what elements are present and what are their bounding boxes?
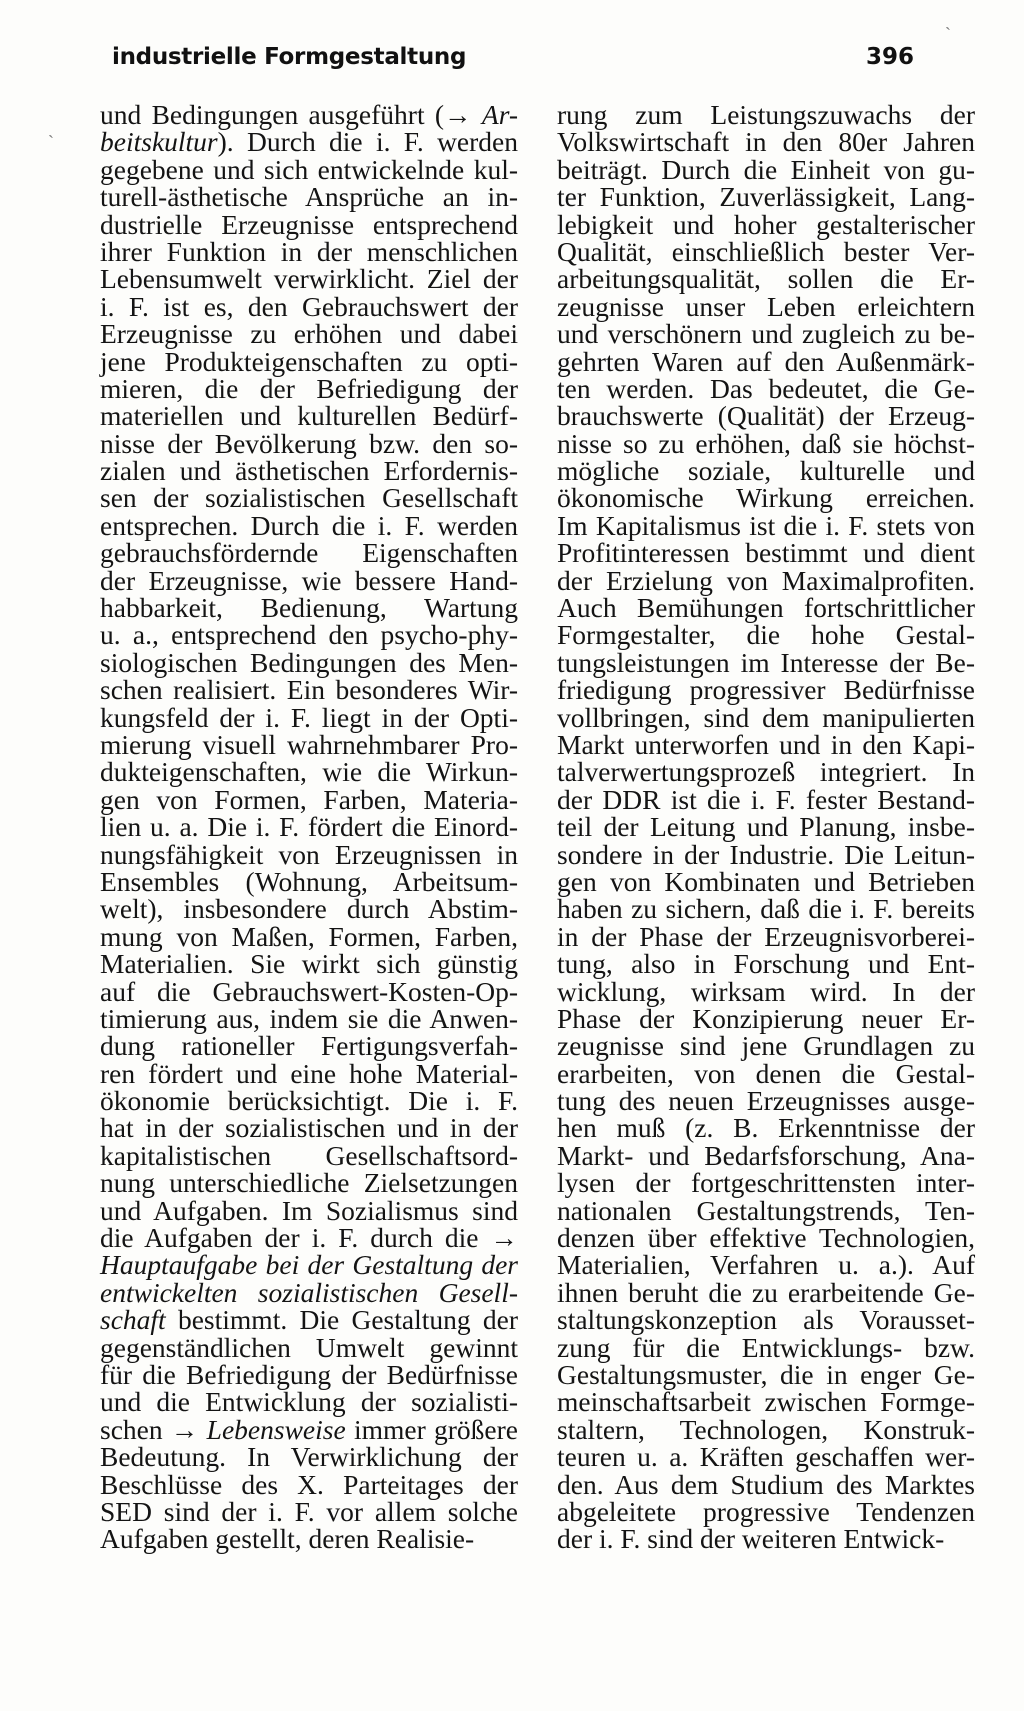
text-line [100, 701, 518, 733]
text-segment: schaft [100, 1304, 166, 1336]
text-segment: gehrten Waren auf den Außenmärk- [557, 345, 975, 377]
text-line [557, 1441, 975, 1473]
text-segment: gen von Formen, Farben, Materia- [100, 783, 518, 815]
text-segment: ihrer Funktion in der menschlichen [100, 235, 518, 267]
text-line [100, 181, 518, 213]
text-line [100, 1413, 518, 1445]
text-line [100, 1167, 518, 1199]
text-line [100, 646, 518, 678]
text-column-left [100, 101, 518, 1553]
text-segment: entwickelten sozialistischen Gesell- [100, 1276, 518, 1308]
text-line [100, 101, 518, 128]
text-line [100, 592, 518, 624]
text-line [557, 1167, 975, 1199]
text-segment: den. Aus dem Studium des Marktes [557, 1468, 975, 1500]
text-segment: Materialien, Verfahren u. a.). Auf [557, 1249, 975, 1281]
text-segment: arbeitungsqualität, sollen die Er- [557, 263, 975, 295]
text-segment: friedigung progressiver Bedürfnisse [557, 674, 975, 706]
text-segment: talverwertungsprozeß integriert. In [557, 756, 975, 788]
text-line [557, 619, 975, 651]
text-line [557, 920, 975, 952]
text-line [557, 674, 975, 706]
text-segment: Ar- [481, 99, 518, 130]
text-segment: gegebene und sich entwickelnde kul- [100, 153, 518, 185]
text-segment: Qualität, einschließlich bester Ver- [557, 235, 975, 267]
text-line [100, 427, 518, 459]
text-segment: kapitalistischen Gesellschaftsord- [100, 1139, 518, 1171]
text-segment: nung unterschiedliche Zielsetzungen [100, 1167, 518, 1199]
text-line [100, 1331, 518, 1363]
text-segment: mieren, die der Befriedigung der [100, 372, 518, 404]
text-line [557, 1030, 975, 1062]
text-segment: und Aufgaben. Im Sozialismus sind [100, 1194, 518, 1226]
text-segment: rung zum Leistungszuwachs der [557, 99, 975, 130]
text-segment: Erzeugnisse zu erhöhen und dabei [100, 318, 518, 350]
text-line [100, 1002, 518, 1034]
text-segment: beitskultur [100, 126, 218, 158]
scan-mark: ˏ [945, 10, 951, 30]
text-segment: teil der Leitung und Planung, insbe- [557, 811, 975, 843]
text-segment: staltern, Technologen, Konstruk- [557, 1413, 975, 1445]
text-line [100, 1276, 518, 1308]
text-segment: erarbeiten, von denen die Gestal- [557, 1057, 975, 1089]
text-line [557, 482, 975, 514]
text-segment: SED sind der i. F. vor allem solche [100, 1495, 518, 1527]
text-line [100, 674, 518, 706]
text-segment: Profitinteressen bestimmt und dient [557, 537, 975, 569]
text-segment: der Erzielung von Maximalprofiten. [557, 564, 975, 596]
text-segment: der i. F. sind der weiteren Entwick- [557, 1523, 945, 1555]
text-segment: u. a., entsprechend den psycho-phy- [100, 619, 518, 651]
text-segment: Ensembles (Wohnung, Arbeitsum- [100, 865, 518, 897]
text-segment: dukteigenschaften, wie die Wirkun- [100, 756, 518, 788]
text-line [557, 646, 975, 678]
text-segment: auf die Gebrauchswert-Kosten-Op- [100, 975, 518, 1007]
text-segment: Markt- und Bedarfsforschung, Ana- [557, 1139, 975, 1171]
text-segment: nisse so zu erhöhen, daß sie höchst- [557, 427, 975, 459]
text-segment: lien u. a. Die i. F. fördert die Einord- [100, 811, 518, 843]
text-line [100, 126, 518, 158]
text-line [557, 1495, 975, 1527]
text-segment: lysen der fortgeschrittensten inter- [557, 1167, 975, 1199]
text-line [557, 1002, 975, 1034]
text-segment: mierung visuell wahrnehmbarer Pro- [100, 728, 518, 760]
text-line [557, 537, 975, 569]
text-line [557, 948, 975, 980]
text-segment: brauchswerte (Qualität) der Erzeug- [557, 400, 975, 432]
text-line [557, 592, 975, 624]
text-line [557, 455, 975, 487]
text-segment: hat in der sozialistischen und in der [100, 1112, 518, 1144]
text-line [557, 975, 975, 1007]
text-line [557, 1468, 975, 1500]
text-segment: i. F. ist es, den Gebrauchswert der [100, 290, 518, 322]
text-segment: nungsfähigkeit von Erzeugnissen in [100, 838, 518, 870]
text-segment: staltungskonzeption als Vorausset- [557, 1304, 975, 1336]
text-segment: Auch Bemühungen fortschrittlicher [557, 592, 975, 624]
text-segment: haben zu sichern, daß die i. F. bereits [557, 893, 975, 925]
page-header [112, 44, 914, 84]
text-segment: zialen und ästhetischen Erfordernis- [100, 455, 518, 487]
text-segment: nisse der Bevölkerung bzw. den so- [100, 427, 518, 459]
text-segment: Beschlüsse des X. Parteitages der [100, 1468, 518, 1500]
text-segment: lebigkeit und hoher gestalterischer [557, 208, 975, 240]
text-segment: materiellen und kulturellen Bedürf- [100, 400, 518, 432]
text-line [100, 1468, 518, 1500]
text-line [100, 728, 518, 760]
text-line [100, 1139, 518, 1171]
text-segment: mögliche soziale, kulturelle und [557, 455, 975, 487]
text-segment: hen muß (z. B. Erkenntnisse der [557, 1112, 975, 1144]
text-segment: siologischen Bedingungen des Men- [100, 646, 518, 678]
text-line [100, 1304, 518, 1336]
text-segment: in der Phase der Erzeugnisvorberei- [557, 920, 975, 952]
text-line [100, 1386, 518, 1418]
text-line [100, 482, 518, 514]
text-line [100, 1030, 518, 1062]
text-line [557, 1222, 975, 1254]
text-line [100, 1441, 518, 1473]
text-segment: ten werden. Das bedeutet, die Ge- [557, 372, 975, 404]
text-segment: denzen über effektive Technologien, [557, 1222, 975, 1254]
text-line [557, 1194, 975, 1226]
text-segment: zung für die Entwicklungs- bzw. [557, 1331, 975, 1363]
text-segment: ter Funktion, Zuverlässigkeit, Lang- [557, 181, 975, 213]
text-segment: der Erzeugnisse, wie bessere Hand- [100, 564, 518, 596]
text-segment: zeugnisse unser Leben erleichtern [557, 290, 975, 322]
text-line [100, 263, 518, 295]
text-line [557, 701, 975, 733]
text-segment: ren fördert und eine hohe Material- [100, 1057, 518, 1089]
text-line [557, 1249, 975, 1281]
text-segment: Lebensweise [206, 1413, 346, 1445]
text-segment: schen → [100, 1413, 207, 1445]
text-line [100, 756, 518, 788]
text-line [557, 400, 975, 432]
text-segment: Formgestalter, die hohe Gestal- [557, 619, 975, 651]
text-line [557, 865, 975, 897]
text-line [100, 865, 518, 897]
text-segment: bestimmt. Die Gestaltung der [165, 1304, 518, 1336]
text-line [557, 893, 975, 925]
text-segment: dustrielle Erzeugnisse entsprechend [100, 208, 518, 240]
text-segment: sen der sozialistischen Gesellschaft [100, 482, 518, 514]
text-segment: wicklung, wirksam wird. In der [557, 975, 975, 1007]
text-segment: Phase der Konzipierung neuer Er- [557, 1002, 975, 1034]
text-line [100, 1222, 518, 1254]
text-line [557, 372, 975, 404]
text-segment: teuren u. a. Kräften geschaffen wer- [557, 1441, 975, 1473]
text-segment: und verschönern und zugleich zu be- [557, 318, 975, 350]
text-segment: kungsfeld der i. F. liegt in der Opti- [100, 701, 518, 733]
text-line [557, 509, 975, 541]
text-segment: Aufgaben gestellt, deren Realisie- [100, 1523, 475, 1555]
text-line [557, 1276, 975, 1308]
text-segment: entsprechen. Durch die i. F. werden [100, 509, 518, 541]
text-line [100, 948, 518, 980]
text-line [557, 1304, 975, 1336]
text-segment: Markt unterworfen und in den Kapi- [557, 728, 975, 760]
text-segment: timierung aus, indem sie die Anwen- [100, 1002, 518, 1034]
text-line [557, 1057, 975, 1089]
text-line [100, 153, 518, 185]
text-segment: Lebensumwelt verwirklicht. Ziel der [100, 263, 518, 295]
text-line [100, 1112, 518, 1144]
text-line [100, 537, 518, 569]
text-segment: sondere in der Industrie. Die Leitun- [557, 838, 975, 870]
text-segment: dung rationeller Fertigungsverfah- [100, 1030, 518, 1062]
text-line [100, 1523, 518, 1555]
text-segment: ökonomische Wirkung erreichen. [557, 482, 975, 514]
text-segment: mung von Maßen, Formen, Farben, [100, 920, 518, 952]
text-line [557, 783, 975, 815]
text-line [100, 345, 518, 377]
text-line [557, 756, 975, 788]
text-line [557, 153, 975, 185]
text-segment: abgeleitete progressive Tendenzen [557, 1495, 975, 1527]
text-line [557, 1112, 975, 1144]
text-segment: ). Durch die i. F. werden [217, 126, 518, 158]
text-line [557, 1386, 975, 1418]
text-line [100, 372, 518, 404]
text-line [557, 564, 975, 596]
text-line [557, 235, 975, 267]
text-line [557, 1358, 975, 1390]
text-segment: turell-ästhetische Ansprüche an in- [100, 181, 518, 213]
text-line [100, 783, 518, 815]
text-line [557, 1331, 975, 1363]
text-line [557, 728, 975, 760]
text-line [100, 1085, 518, 1117]
text-line [100, 975, 518, 1007]
text-segment: für die Befriedigung der Bedürfnisse [100, 1358, 518, 1390]
text-segment: jene Produkteigenschaften zu opti- [100, 345, 518, 377]
text-line [100, 509, 518, 541]
text-line [557, 126, 975, 158]
text-line [100, 235, 518, 267]
text-segment: beiträgt. Durch die Einheit von gu- [557, 153, 975, 185]
text-line [100, 1249, 518, 1281]
text-line [100, 455, 518, 487]
text-line [557, 838, 975, 870]
text-line [100, 1495, 518, 1527]
text-segment: tung des neuen Erzeugnisses ausge- [557, 1085, 975, 1117]
text-segment: die Aufgaben der i. F. durch die → [100, 1222, 518, 1254]
text-segment: tung, also in Forschung und Ent- [557, 948, 975, 980]
text-segment: der DDR ist die i. F. fester Bestand- [557, 783, 975, 815]
text-line [100, 920, 518, 952]
text-line [557, 1139, 975, 1171]
text-line [100, 1194, 518, 1226]
text-segment: gegenständlichen Umwelt gewinnt [100, 1331, 518, 1363]
text-segment: habbarkeit, Bedienung, Wartung [100, 592, 518, 624]
text-segment: vollbringen, sind dem manipulierten [557, 701, 975, 733]
text-segment: zeugnisse sind jene Grundlagen zu [557, 1030, 975, 1062]
text-segment: Volkswirtschaft in den 80er Jahren [557, 126, 975, 158]
text-segment: immer größere [345, 1413, 518, 1445]
text-line [100, 400, 518, 432]
text-segment: Materialien. Sie wirkt sich günstig [100, 948, 518, 980]
running-head-title: industrielle Formgestaltung [112, 44, 467, 70]
text-line [557, 208, 975, 240]
text-line [100, 208, 518, 240]
text-line [100, 619, 518, 651]
text-line [557, 811, 975, 843]
text-line [557, 1085, 975, 1117]
text-segment: welt), insbesondere durch Abstim- [100, 893, 518, 925]
text-segment: ihnen beruht die zu erarbeitende Ge- [557, 1276, 975, 1308]
text-segment: gebrauchsfördernde Eigenschaften [100, 537, 518, 569]
text-segment: Hauptaufgabe bei der Gestaltung der [100, 1249, 518, 1281]
text-segment: Bedeutung. In Verwirklichung der [100, 1441, 518, 1473]
text-line [557, 427, 975, 459]
text-line [557, 181, 975, 213]
text-line [557, 345, 975, 377]
text-segment: Gestaltungsmuster, die in enger Ge- [557, 1358, 975, 1390]
page-number: 396 [865, 44, 914, 70]
text-segment: ökonomie berücksichtigt. Die i. F. [100, 1085, 518, 1117]
scan-mark: ˏ [48, 118, 54, 138]
text-line [100, 838, 518, 870]
text-segment: Im Kapitalismus ist die i. F. stets von [557, 509, 975, 541]
text-line [557, 290, 975, 322]
text-line [100, 811, 518, 843]
text-segment: nationalen Gestaltungstrends, Ten- [557, 1194, 975, 1226]
text-line [100, 318, 518, 350]
text-segment: gen von Kombinaten und Betrieben [557, 865, 975, 897]
text-line [100, 290, 518, 322]
text-line [557, 101, 975, 128]
text-line [557, 1523, 975, 1555]
text-segment: und Bedingungen ausgeführt (→ [100, 99, 482, 130]
text-segment: tungsleistungen im Interesse der Be- [557, 646, 975, 678]
text-line [557, 318, 975, 350]
text-line [100, 893, 518, 925]
text-line [100, 1358, 518, 1390]
text-line [557, 1413, 975, 1445]
text-segment: und die Entwicklung der sozialisti- [100, 1386, 518, 1418]
text-line [557, 263, 975, 295]
text-line [100, 1057, 518, 1089]
text-line [100, 564, 518, 596]
text-segment: meinschaftsarbeit zwischen Formge- [557, 1386, 975, 1418]
text-segment: schen realisiert. Ein besonderes Wir- [100, 674, 518, 706]
text-column-right [557, 101, 975, 1553]
